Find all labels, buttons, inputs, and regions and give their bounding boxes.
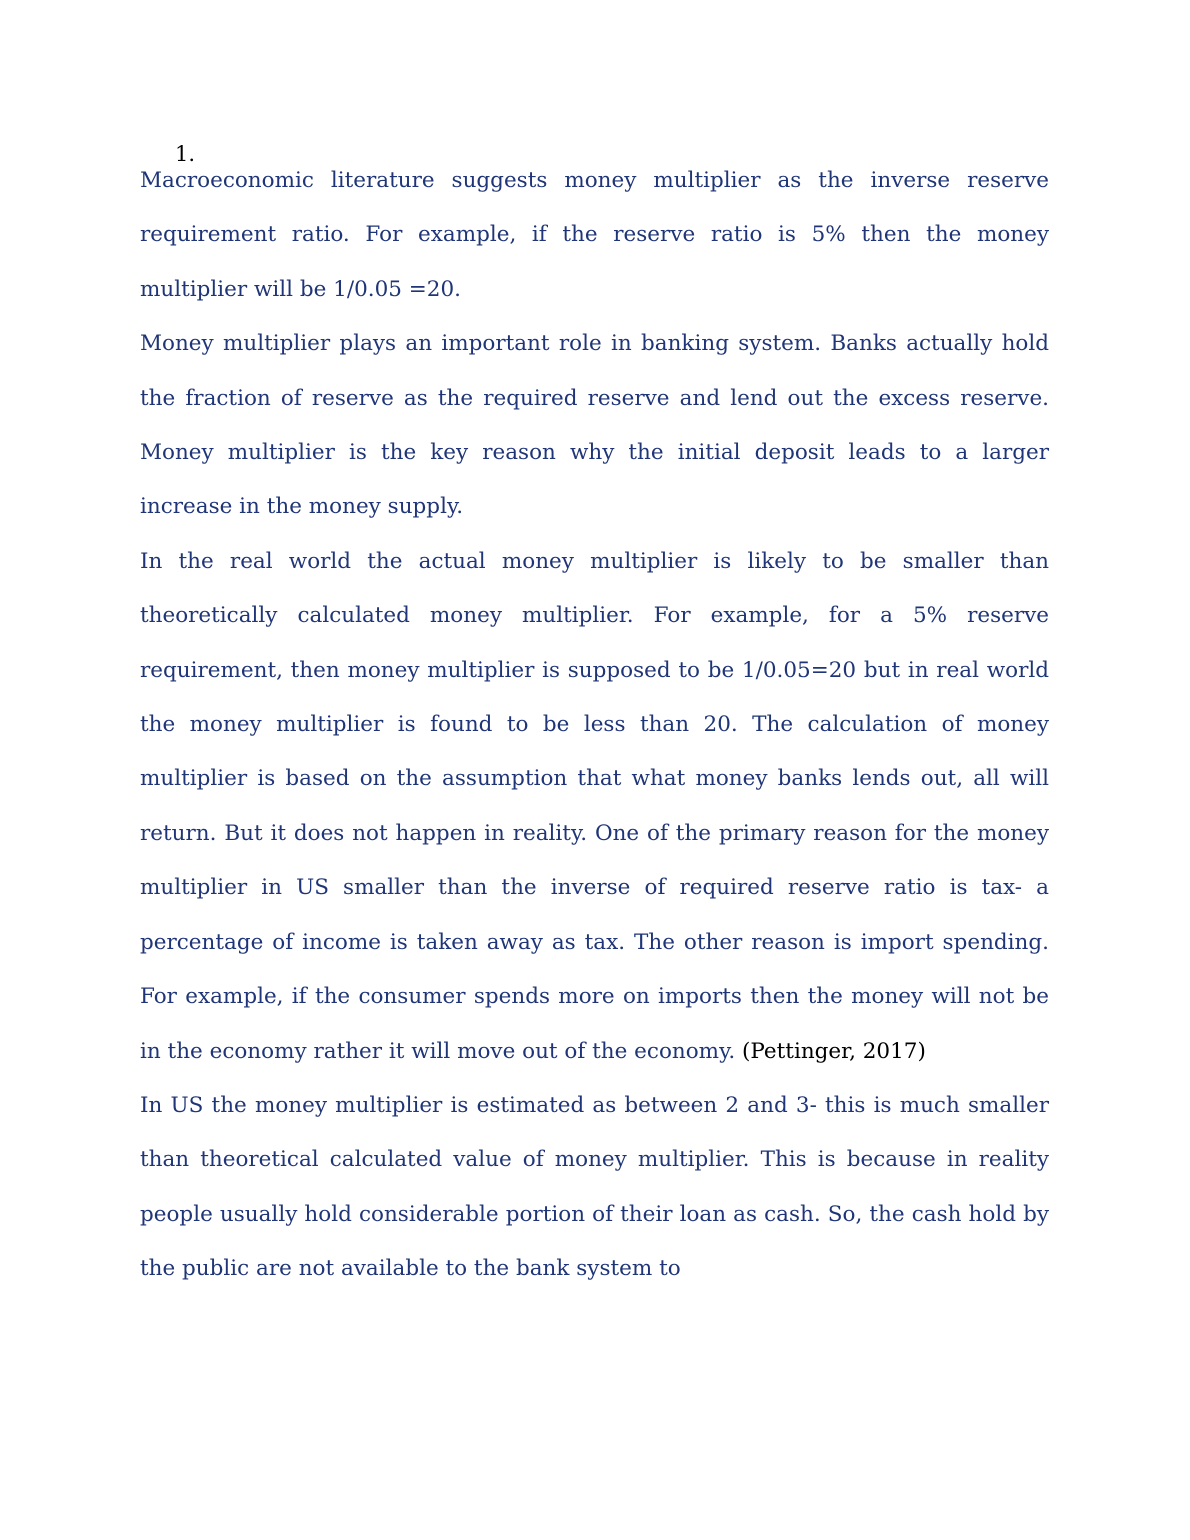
paragraph-banking-role: Money multiplier plays an important role in banking system. Banks actually hold the fraction of reserve as the required reserve and lend out the excess reserve. Money multiplier is the key reason why the initial deposit leads to a larger increase in the money supply. [140, 331, 1049, 520]
document-body [140, 154, 1049, 1297]
citation: (Pettinger, 2017) [742, 1038, 926, 1064]
list-number: 1. [175, 142, 196, 166]
paragraph-real-world-text: In the real world the actual money multiplier is likely to be smaller than theoretically calculated money multiplier. For example, for a 5% reserve requirement, then money multiplier is supposed to be 1/0.05=20 but in real world the money multiplier is found to be less than 20. The calculation of money multiplier is based on the assumption that what money banks lends out, all will return. But it does not happen in reality. One of the primary reason for the money multiplier in US smaller than the inverse of required reserve ratio is tax- a percentage of income is taken away as tax. The other reason is import spending. For example, if the consumer spends more on imports then the money will not be in the economy rather it will move out of the economy. [140, 548, 1049, 1064]
paragraph-us-estimate: In US the money multiplier is estimated as between 2 and 3- this is much smaller than theoretical calculated value of money multiplier. This is because in reality people usually hold considerable portion of their loan as cash. So, the cash hold by the public are not available to the bank system to [140, 1092, 1049, 1282]
paragraph-real-world [140, 535, 1049, 1079]
paragraph-reserve-ratio: Macroeconomic literature suggests money multiplier as the inverse reserve requirement ratio. For example, if the reserve ratio is 5% then the money multiplier will be 1/0.05 =20. [140, 168, 1049, 302]
